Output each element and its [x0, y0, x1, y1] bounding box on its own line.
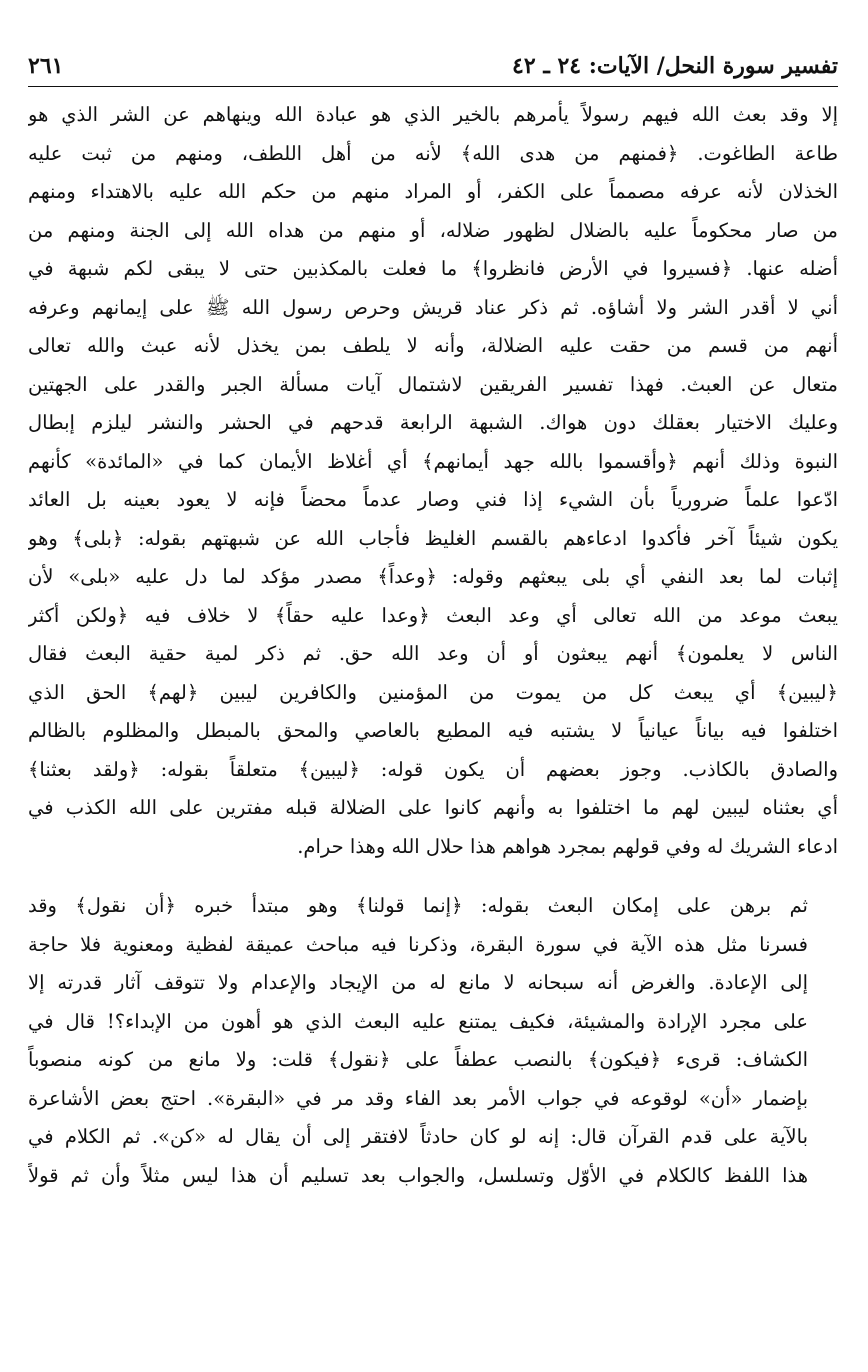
text-line: الكشاف: قرىء ﴿فيكون﴾ بالنصب عطفاً على ﴿نقول﴾ قلت: ولا مانع من كونه منصوباً: [28, 1048, 808, 1071]
text-line: إلا وقد بعث الله فيهم رسولاً يأمرهم بالخير الذي هو عبادة الله وينهاهم عن الشر الذي هو: [28, 103, 838, 126]
text-line: أضله عنها. ﴿فسيروا في الأرض فانظروا﴾ ما فعلت بالمكذبين حتى لا يبقى لكم شبهة في: [28, 257, 838, 280]
text-line: بالآية على قدم القرآن قال: إنه لو كان حادثاً لافتقر إلى أن يقال له «كن». ثم الكلام في: [28, 1125, 808, 1148]
text-line: أني لا أقدر الشر ولا أشاؤه. ثم ذكر عناد قريش وحرص رسول الله ﷺ على إيمانهم وعرفه: [28, 295, 838, 319]
text-line: طاعة الطاغوت. ﴿فمنهم من هدى الله﴾ لأنه من أهل اللطف، ومنهم من ثبت عليه: [28, 141, 838, 165]
text-line: الخذلان لأنه عرفه مصمماً على الكفر، أو المراد منهم من حكم الله عليه بالاهتداء ومنهم: [28, 180, 838, 203]
text-line: ادّعوا علماً ضرورياً بأن الشيء إذا فني وصار عدماً محضاً فإنه لا يعود بعينه بل العائد: [28, 488, 838, 511]
text-line: ادعاء الشريك له وفي قولهم بمجرد هواهم هذا حلال الله وهذا حرام.: [297, 834, 838, 858]
text-line: يكون شيئاً آخر فأكدوا ادعاءهم بالقسم الغليظ فأجاب الله عن شبهتهم بقوله: ﴿بلى﴾ وهو: [28, 526, 838, 550]
paragraph-1: [28, 96, 838, 866]
text-line: النبوة وذلك أنهم ﴿وأقسموا بالله جهد أيمانهم﴾ أي أغلاظ الأيمان كما في «المائدة» كأنهم: [28, 449, 838, 473]
text-line: فسرنا مثل هذه الآية في سورة البقرة، وذكرنا فيه مباحث عميقة لفظية ومعنوية فلا حاجة: [28, 932, 808, 956]
paragraph-2: [28, 887, 838, 1195]
page-header: [28, 38, 838, 87]
body-text: [28, 96, 838, 1195]
text-line: هذا اللفظ كالكلام في الأوّل وتسلسل، والجواب بعد تسليم أن هذا ليس مثلاً وأن ثم قولاً: [28, 1163, 808, 1187]
text-line: وعليك الاختيار بعقلك دون هواك. الشبهة الرابعة قدحهم في الحشر والنشر ليلزم إبطال: [28, 411, 838, 434]
text-line: إلى الإعادة. والغرض أنه سبحانه لا مانع له من الإيجاد والإعدام ولا تتوقف آثار قدرته إلا: [28, 971, 808, 994]
text-line: أنهم من قسم من حقت عليه الضلالة، وأنه لا يلطف بمن يخذل لأنه عبث والله تعالى: [28, 334, 838, 357]
text-line: على مجرد الإرادة والمشيئة، فكيف يمتنع عليه البعث الذي هو أهون من الإبداء؟! قال في: [28, 1009, 808, 1033]
page-number: ٢٦١: [28, 53, 64, 79]
text-line: ثم برهن على إمكان البعث بقوله: ﴿إنما قولنا﴾ وهو مبتدأ خبره ﴿أن نقول﴾ وقد: [28, 894, 808, 917]
text-line: أي بعثناه ليبين لهم ما اختلفوا به وأنهم كانوا على الضلالة قبله مفترين على الله الكذب في: [28, 796, 838, 819]
text-line: والصادق بالكاذب. وجوز بعضهم أن يكون قوله: ﴿ليبين﴾ متعلقاً بقوله: ﴿ولقد بعثنا﴾: [28, 757, 838, 781]
text-line: إثبات لما بعد النفي أي بلى يبعثهم وقوله: ﴿وعداً﴾ مصدر مؤكد لما دل عليه «بلى» لأن: [28, 565, 838, 588]
text-line: بإضمار «أن» لوقوعه في جواب الأمر بعد الفاء وقد مر في «البقرة». احتج بعض الأشاعرة: [28, 1086, 808, 1110]
text-line: متعال عن العبث. فهذا تفسير الفريقين لاشتمال آيات مسألة الجبر والقدر على الجهتين: [28, 372, 838, 396]
text-line: من صار محكوماً عليه بالضلال لظهور ضلاله، أو منهم من هداه الله إلى الجنة ومنهم من: [28, 218, 838, 242]
text-line: ﴿ليبين﴾ أي يبعث كل من يموت من المؤمنين والكافرين ليبين ﴿لهم﴾ الحق الذي: [28, 680, 838, 704]
text-line: اختلفوا فيه بياناً عيانياً لا يشتبه فيه المطيع بالعاصي والمحق بالمبطل والمظلوم بالظالم: [28, 719, 838, 742]
text-line: الناس لا يعلمون﴾ أنهم يبعثون أو أن وعد الله حق. ثم ذكر لمية حقية البعث فقال: [28, 642, 838, 665]
text-line: يبعث موعد من الله تعالى أي وعد البعث ﴿وعدا عليه حقاً﴾ لا خلاف فيه ﴿ولكن أكثر: [28, 603, 838, 627]
running-title: تفسير سورة النحل/ الآيات: ٢٤ ـ ٤٢: [512, 53, 838, 79]
